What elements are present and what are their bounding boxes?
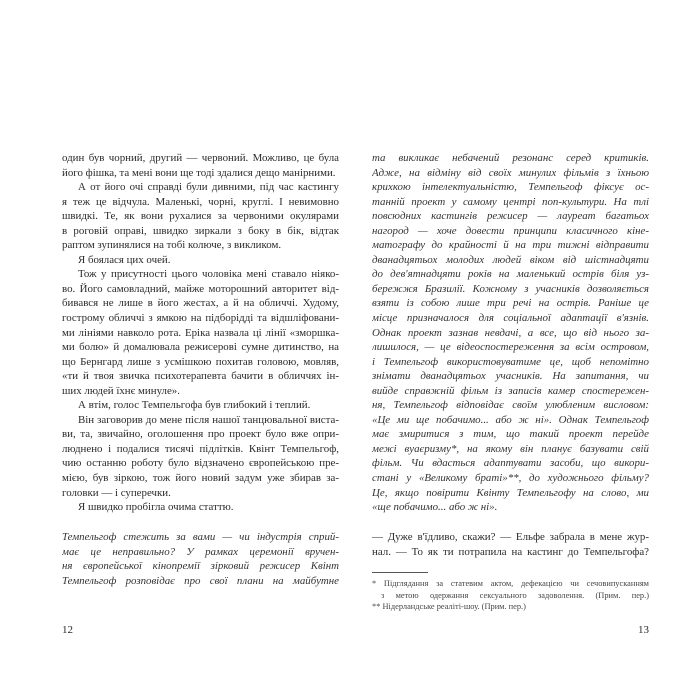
text-line: Це, якщо повірити Квінту Темпельгофу на слово, ми xyxy=(372,486,649,499)
text-line: ви, та, звичайно, оголошення про проект було вже опри- xyxy=(62,428,339,441)
text-line: фільм. Чи вдасться адаптувати засоби, що викори- xyxy=(372,457,649,470)
text-line: і Темпельгоф використовуватиме це, щоб непомітно xyxy=(372,355,649,368)
text-line: А втім, голос Темпельгофа був глибокий і теплий. xyxy=(78,399,311,412)
text-line: ня європейської кінопремії зірковий режисер Квінт xyxy=(62,560,339,573)
page-number: 12 xyxy=(62,624,73,636)
text-line: нал. — То як ти потрапила на кастинг до Темпельгофа? xyxy=(372,545,649,558)
text-line: до дев'ятнадцяти років на маленький острів біля уз- xyxy=(372,268,649,281)
text-line: гострому обличчі з ямкою на підборідді та відшліфовани- xyxy=(62,312,339,325)
article-excerpt xyxy=(62,530,339,588)
text-line: його фішка, та мені вони ще тоді здалися дещо манірними. xyxy=(62,166,336,179)
footnotes xyxy=(372,578,649,613)
text-line: Він заговорив до мене після нашої танцювальної виста- xyxy=(78,413,339,426)
text-line: люднено і подалися тисячі підлітків. Квінт Темпельгоф, xyxy=(62,442,339,455)
text-line: Адже, на відміну від своїх минулих фільмів з їхньою xyxy=(372,166,649,179)
text-line: головки — і суперечки. xyxy=(62,486,171,499)
text-line: місце призначалося для соціальної адаптації в'язнів. xyxy=(372,312,649,325)
text-line: раптом зупинялися на тобі колюче, з викликом. xyxy=(62,239,282,252)
article-excerpt xyxy=(372,151,649,515)
text-line: танній проект у самому центрі поп-культури. На тлі xyxy=(372,195,649,208)
text-line: «ще побачимо... або ж ні». xyxy=(372,501,498,514)
text-line: Темпельгоф розповідає про свої плани на майбутне xyxy=(62,574,339,587)
page-number: 13 xyxy=(638,624,649,636)
text-line: дванадцятьох молодих людей віком від шістнадцяти xyxy=(372,253,649,266)
text-line: в роговій оправі, швидко зиркали з боку в бік, відтак xyxy=(62,224,339,237)
text-line: крихкою інтелектуальністю, Темпельгоф фіксує ос- xyxy=(372,181,649,194)
text-line: швидкі. Те, як вони рухалися за червоними окулярами xyxy=(62,210,339,223)
text-line: вийде справжній фільм із записів камер спостережен- xyxy=(372,384,649,397)
text-line: мією, був зіркою, тож його новий задум уже збирав за- xyxy=(62,472,339,485)
text-line: ших людей їхнє минуле». xyxy=(62,384,180,397)
text-line: та викликає небачений резонанс серед критиків. xyxy=(372,152,649,164)
text-line: лишилося, — це відеоспостереження за всім островом, xyxy=(372,341,649,354)
text-line: нагород — хоче довести принципи класичного кіне- xyxy=(372,224,649,237)
text-line: — Дуже в'їдливо, скажи? — Ельфе забрала в мене жур- xyxy=(372,531,649,543)
text-line: має це неправильно? У рамках церемонії вручен- xyxy=(62,545,339,558)
text-line: я теж це відчула. Маленькі, чорні, круглі. І невимовно xyxy=(62,195,339,208)
text-line: «Це ми ще побачимо... або ж ні». Однак Темпельгоф xyxy=(372,413,649,426)
text-line: А от його очі справді були дивними, під час кастингу xyxy=(78,181,339,194)
text-line: Темпельгоф стежить за вами — чи індустрія сприй- xyxy=(62,531,339,543)
text-line: ми лініями навколо рота. Еріка назвала ці лінії «зморшка- xyxy=(62,326,339,339)
text-line: що Бернгард лише з усмішкою похитав головою, мовляв, xyxy=(62,355,339,368)
text-line: ** Нідерландське реаліті-шоу. (Прим. пер.) xyxy=(372,602,526,611)
text-line: «ти й твоя звичка психотерапевта бачити в обличчях ін- xyxy=(62,370,339,383)
text-line: ми болю» й домалювала режисерові сумне дитинство, на xyxy=(62,341,339,354)
body-text xyxy=(62,151,339,515)
text-line: має змиритися з тим, що такий проект перейде xyxy=(372,428,649,441)
text-line: бивався не лише в його жестах, а й на обличчі. Худому, xyxy=(62,297,339,310)
text-line: во. Його самовладний, майже моторошний авторитет від- xyxy=(62,282,339,295)
text-line: чию останню роботу було відзначено європейською пре- xyxy=(62,457,339,470)
text-line: знімати дванадцятьох учасників. На запитання, чи xyxy=(372,370,649,383)
text-line: бережжя Бразилії. Кожному з учасників дозволяється xyxy=(372,282,649,295)
text-line: Тож у присутності цього чоловіка мені ставало ніяко- xyxy=(78,268,339,281)
dialogue-text xyxy=(372,530,649,559)
text-line: межі вуаєризму*, на якому він планує базувати свій xyxy=(372,442,649,455)
text-line: ня, Темпельгоф відповідає своїм улюбленим висловом: xyxy=(372,399,649,412)
footnote-divider xyxy=(372,572,428,573)
text-line: * Підглядання за статевим актом, дефекацією чи сечовипусканням xyxy=(372,579,649,588)
text-line: стані у «Великому браті»**, до художнього фільму? xyxy=(372,472,649,485)
left-page xyxy=(62,0,339,700)
text-line: один був чорний, другий — червоний. Можливо, це була xyxy=(62,152,339,164)
text-line: взяти із собою лише три речі на острів. Раніше це xyxy=(372,297,649,310)
text-line: Однак проект зазнав невдачі, а все, що від нього за- xyxy=(372,326,649,339)
text-line: Я боялася цих очей. xyxy=(78,253,171,266)
text-line: матографу до крайності й на три тижні відправити xyxy=(372,239,649,252)
right-page xyxy=(372,0,649,700)
text-line: Я швидко пробігла очима статтю. xyxy=(78,501,234,514)
text-line: повсюдних кастингів режисер — лауреат багатьох xyxy=(372,210,649,223)
text-line: з метою одержання сексуального задоволення. (Прим. пер.) xyxy=(381,590,649,600)
